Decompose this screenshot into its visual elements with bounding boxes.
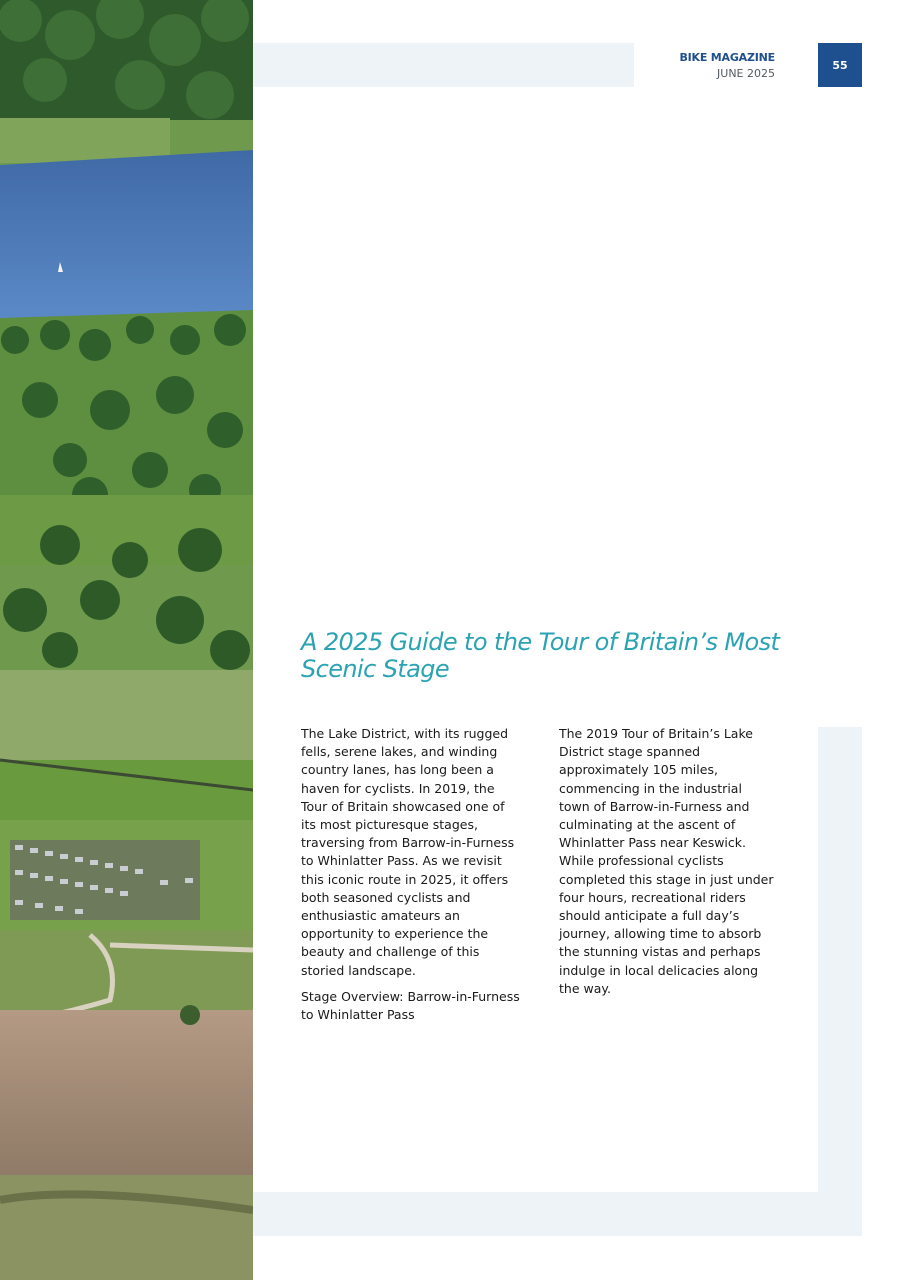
magazine-header xyxy=(679,50,775,82)
left-paragraph-1: The Lake District, with its rugged fells, serene lakes, and winding country lanes, has long been a haven for cyclists. In 2019, the Tour of Britain showcased one of its most picturesque stages, traversing from Barrow-in-Furness to Whinlatter Pass. As we revisit this iconic route in 2025, it offers both seasoned cyclists and enthusiastic amateurs an opportunity to experience the beauty and challenge of this storied landscape. xyxy=(301,726,515,978)
right-column xyxy=(559,725,774,1006)
lake-district-photo xyxy=(0,0,253,1280)
right-paragraph-1: The 2019 Tour of Britain’s Lake District stage spanned approximately 105 miles, commencing in the industrial town of Barrow-in-Furness and culminating at the ascent of Whinlatter Pass near Keswick. While professional cyclists completed this stage in just under four hours, recreational riders should anticipate a full day’s journey, allowing time to absorb the stunning vistas and perhaps indulge in local delicacies along the way. xyxy=(559,726,774,996)
page-number: 55 xyxy=(818,43,862,87)
left-paragraph-2: Stage Overview: Barrow-in-Furness to Whinlatter Pass xyxy=(301,988,520,1023)
article-title: A 2025 Guide to the Tour of Britain’s Most Scenic Stage xyxy=(301,628,780,683)
left-column xyxy=(301,725,523,1032)
header-band xyxy=(253,43,634,87)
magazine-name: BIKE MAGAZINE xyxy=(679,51,775,64)
footer-band xyxy=(253,1192,862,1236)
side-band xyxy=(818,727,862,1192)
issue-date: JUNE 2025 xyxy=(717,67,775,80)
